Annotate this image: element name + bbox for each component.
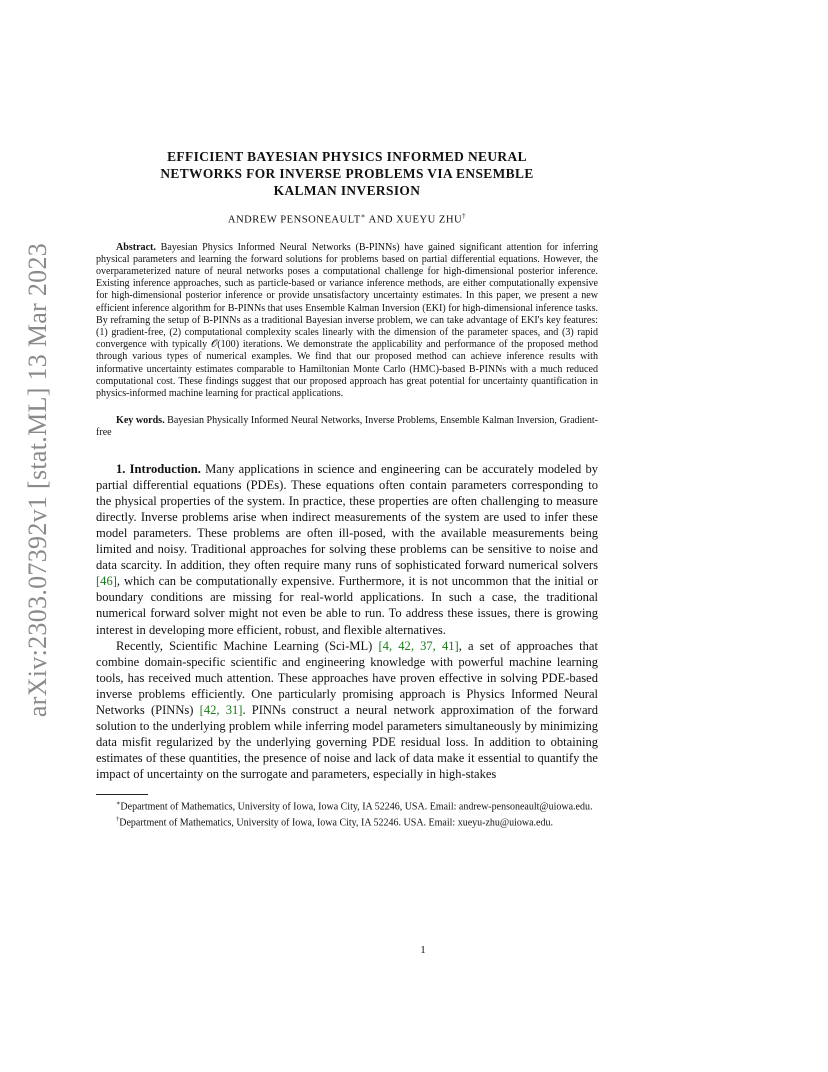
- author-conj: AND: [368, 214, 394, 226]
- page-number: 1: [420, 944, 426, 956]
- citation-link[interactable]: [4, 42, 37, 41]: [378, 638, 459, 653]
- author-2-mark: †: [462, 212, 467, 220]
- abstract-text: Bayesian Physics Informed Neural Networks (B-PINNs) have gained significant attention for inferring physical parameters and learning the forward solutions for problems based on partial differential equations. However, the overparameterized nature of neural networks poses a computational challenge for high-dimensional posterior inference. Existing inference approaches, such as particle-based or variance inference methods, are either computationally expensive for high-dimensional posterior inference or provide unsatisfactory uncertainty estimates. In this paper, we present a new efficient inference algorithm for B-PINNs that uses Ensemble Kalman Inversion (EKI) for high-dimensional inference tasks. By reframing the setup of B-PINNs as a traditional Bayesian inverse problem, we can take advantage of EKI's key features: (1) gradient-free, (2) computational complexity scales linearly with the dimension of the parameter spaces, and (3) rapid convergence with typically 𝒪(100) iterations. We demonstrate the applicability and performance of the proposed method through various types of numerical examples. We find that our proposed method can achieve inference results with informative uncertainty estimates comparable to Hamiltonian Monte Carlo (HMC)-based B-PINNs with a much reduced computational cost. These findings suggest that our proposed approach has great potential for uncertainty quantification in physics-informed machine learning for practical applications.: [96, 241, 598, 399]
- intro-paragraph-1: [96, 461, 598, 638]
- abstract: [96, 242, 598, 401]
- keywords: [96, 415, 598, 439]
- title-line-3: KALMAN INVERSION: [273, 183, 421, 198]
- title-line-1: EFFICIENT BAYESIAN PHYSICS INFORMED NEURAL: [167, 149, 527, 164]
- footnote-1: [96, 798, 598, 814]
- intro-p1b-text: , which can be computationally expensive. Furthermore, it is not uncommon that the initial or boundary conditions are missing for real-world applications. In such a case, the traditional numerical forward solver might not even be able to run. To address these issues, there is growing interest in developing more efficient, robust, and flexible alternatives.: [96, 574, 598, 637]
- citation-link[interactable]: [46]: [96, 574, 117, 589]
- footnote-1-text: Department of Mathematics, University of Iowa, Iowa City, IA 52246, USA. Email: andrew-pensoneault@uiowa.edu.: [120, 801, 593, 813]
- footnote-2: [96, 814, 598, 830]
- paper-page: [96, 148, 598, 830]
- intro-p2a-text: Recently, Scientific Machine Learning (Sci-ML): [116, 638, 373, 653]
- keywords-label: Key words.: [116, 415, 165, 427]
- footnote-2-text: Department of Mathematics, University of Iowa, Iowa City, IA 52246. USA. Email: xueyu-zhu@uiowa.edu.: [119, 817, 553, 829]
- author-1-mark: ∗: [360, 212, 366, 220]
- intro-paragraph-2: [96, 638, 598, 783]
- arxiv-stamp-text: arXiv:2303.07392v1 [stat.ML] 13 Mar 2023: [23, 242, 52, 718]
- section-heading: 1. Introduction.: [116, 461, 201, 476]
- title-line-2: NETWORKS FOR INVERSE PROBLEMS VIA ENSEMBLE: [160, 166, 534, 181]
- footnote-1-mark: ∗: [116, 800, 121, 808]
- introduction-section: [96, 461, 598, 783]
- author-2: XUEYU ZHU: [396, 214, 463, 226]
- footnote-2-mark: †: [116, 815, 120, 823]
- arxiv-stamp: [18, 242, 58, 718]
- intro-p2b-text: , a set of approaches that combine domain-specific scientific and engineering knowledge with powerful machine learning tools, has received much attention. These approaches have proven effective in solving PDE-based inverse problems efficiently. One particularly promising approach is Physics Informed Neural Networks (PINNs): [96, 638, 598, 717]
- author-1: ANDREW PENSONEAULT: [227, 214, 361, 226]
- keywords-text: Bayesian Physically Informed Neural Networks, Inverse Problems, Ensemble Kalman Inversion, Gradient-free: [96, 415, 598, 439]
- authors: [96, 212, 598, 226]
- citation-link[interactable]: [42, 31]: [199, 702, 243, 717]
- intro-p1-text: Many applications in science and engineering can be accurately modeled by partial differential equations (PDEs). These equations often contain parameters corresponding to the physical properties of the system. In practice, these properties are often challenging to measure directly. Inverse problems arise when indirect measurements of the system are used to infer these model parameters. These problems are often ill-posed, with the available measurements being limited and noisy. Traditional approaches for solving these problems can be sensitive to noise and data scarcity. In addition, they often require many runs of sophisticated forward numerical solvers: [96, 461, 598, 573]
- footnote-rule: [96, 794, 148, 795]
- footnotes: [96, 798, 598, 829]
- paper-title: [96, 148, 598, 199]
- abstract-label: Abstract.: [116, 241, 156, 253]
- intro-p2c-text: . PINNs construct a neural network approximation of the forward solution to the underlying problem while inferring model parameters simultaneously by minimizing data misfit regularized by the underlying governing PDE residual loss. In addition to obtaining estimates of these quantities, the presence of noise and lack of data make it essential to quantify the impact of uncertainty on the surrogate and parameters, especially in high-stakes: [96, 702, 598, 782]
